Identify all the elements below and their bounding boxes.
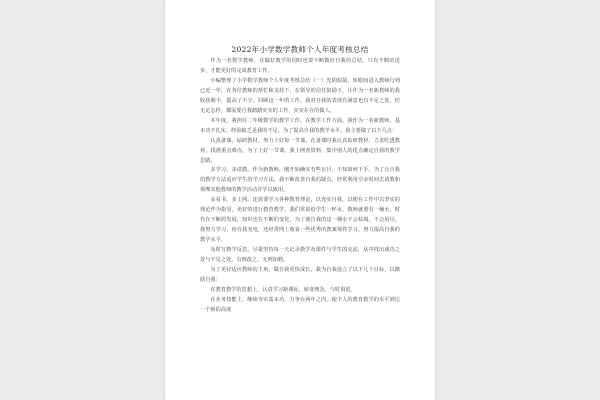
paragraph-review: 小编整理了小学数学教师个人年度考核总结（一）光阴似箭，转眼间进入教师行列已近一年，在各位教师的帮忙和支持下，在领导的信任鼓励下，让作为一名新教师的我收获颇丰，提高了不少。回顾这一年的工作，我对自我的表现有满意也有不足之处，但无论怎样，都需要自我踏踏实实的工作，实实在在的做人。 (200, 77, 400, 114)
document-title: 2022年小学数学教师个人年度考核总结 (231, 45, 369, 54)
paragraph-intro: 作为一名数学教师，在做好教学的同时也要不断做好自我的总结，只有不断的进步，才能更好的完成教育工作。 (200, 58, 400, 74)
paragraph-lesson-prep: 认真备课，钻研教材。努力上好每一节课。在备课时我认真钻研教材，力求吃透教材，找准重点难点。为了上好一节课，我上网查资料，集中别人的优点确定自我的教学思路。 (200, 137, 400, 164)
document-page (165, 0, 435, 400)
paragraph-teaching-work: 本年度，我担任二年级数学的教学工作。在教学工作方面，我作为一名新教师，基本功不扎实，经验缺乏是我的不足。为了提高自我的教学水平，我主要做了以下几点： (200, 117, 400, 134)
paragraph-goals-intro: 为了更好适应教师的主角，做自我更快成长，我为自我设立了以下几个目标，以激励自我： (200, 267, 400, 283)
paragraph-goal-skills: 在业务技能上，继续夯实基本功，力争在两年之内，使个人的教育教学的水平到达一个新的高度 (200, 296, 400, 313)
paragraph-reflection: 及时写教学反思。尽量坚持每一天记录教学及课件与学生的交流，从中找出成功之处与不足之处，有则改之，无则加勉。 (200, 247, 400, 264)
document-body (200, 57, 400, 316)
paragraph-goal-thinking: 在教育教学的思想上，认真学习新课标，转变理念，与时俱进。 (210, 286, 356, 293)
paragraph-learn-ask: 多学习，多请教。作为新教师，刚开始确实有些盲目，不知如何下手。为了让自我的教学方法适应学生的学习方法，我不断改善自我的缺点，经常利用空余时间去请教和观摩其他教师的教学活动并学以致用。 (200, 167, 400, 194)
paragraph-reading: 多看书，多上网。还需要学习各种教育理论，以充实自我，以便在工作中以坚实的理论作为指导，更好的进行教育教学。我们常说给学生一杯水，教师就要有一桶水，时代在不断的发展，知识也在不断的变化，为了使自我的这一桶水不会枯竭，不会用尽，我努力学习，给自我充电，还经常网上收看一些优秀的教案课件学习，努力提高自我的教学水平。 (200, 197, 400, 244)
